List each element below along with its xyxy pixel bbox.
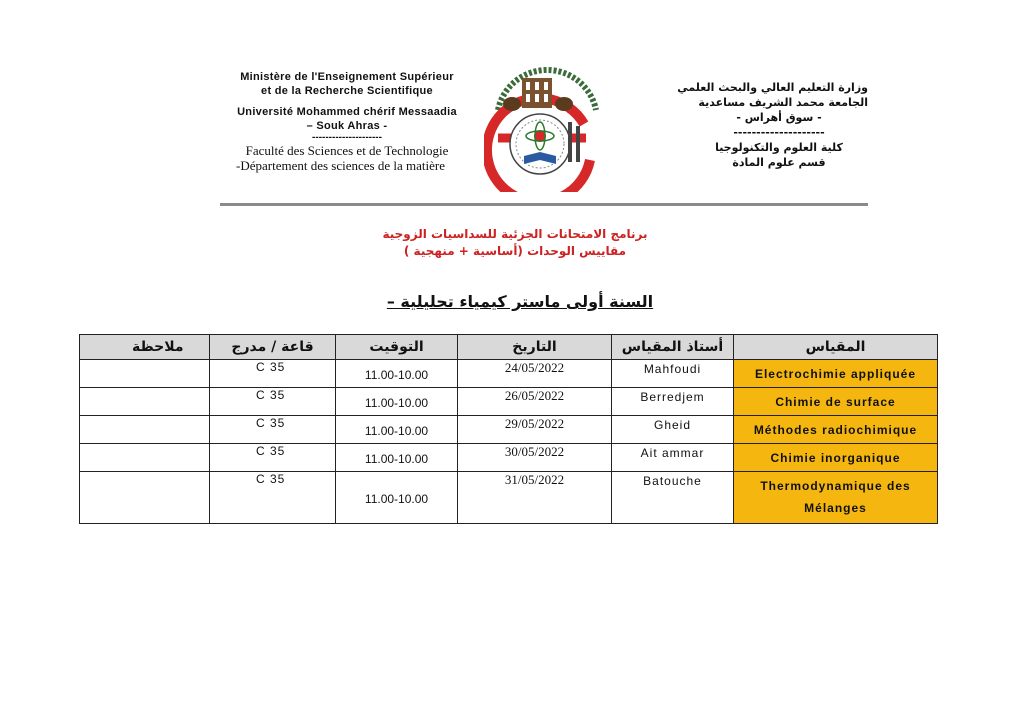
cell-professor: Ait ammar [612,444,734,472]
header-left-separator: --------------------- [312,132,382,143]
cell-date: 26/05/2022 [458,388,612,416]
university-name: Université Mohammed chérif Messaadia [237,106,457,118]
table-row [80,416,938,444]
table-row [80,388,938,416]
cell-remark [80,360,210,388]
cell-remark [80,444,210,472]
cell-professor: Mahfoudi [612,360,734,388]
cell-room: C 35 [210,472,336,524]
cell-time: 11.00-10.00 [336,388,458,416]
table-row [80,360,938,388]
cell-remark [80,416,210,444]
table-row [80,472,938,524]
header-right-separator: -------------------- [733,126,825,139]
cell-professor: Gheid [612,416,734,444]
ministry-arabic: وزارة التعليم العالي والبحث العلمي [677,81,868,94]
cell-room: C 35 [210,388,336,416]
cell-room: C 35 [210,416,336,444]
department-name: -Département des sciences de la matière [236,158,445,173]
header-left [222,70,472,173]
header-time: التوقيت [336,335,458,360]
table-header-row [80,335,938,360]
header-professor: أستاذ المقياس [612,335,734,360]
cell-date: 30/05/2022 [458,444,612,472]
faculty-arabic: كلية العلوم والتكنولوجيا [715,141,843,154]
level-title: السنة أولى ماستر كيمياء تحليلية – [386,292,654,311]
table-row [80,444,938,472]
cell-remark [80,472,210,524]
cell-date: 31/05/2022 [458,472,612,524]
cell-date: 29/05/2022 [458,416,612,444]
department-arabic: قسم علوم المادة [732,156,826,169]
cell-time: 11.00-10.00 [336,360,458,388]
university-city: – Souk Ahras - [306,120,388,132]
cell-module: Thermodynamique des Mélanges [734,472,938,524]
cell-room: C 35 [210,360,336,388]
university-arabic: الجامعة محمد الشريف مساعدية [698,96,868,109]
cell-date: 24/05/2022 [458,360,612,388]
university-logo-icon [484,52,610,192]
university-logo [484,52,610,192]
header-room: قاعة / مدرج [210,335,336,360]
cell-module: Méthodes radiochimique [734,416,938,444]
header-module: المقياس [734,335,938,360]
ministry-line-2: et de la Recherche Scientifique [261,85,433,97]
cell-professor: Berredjem [612,388,734,416]
program-line-1: برنامج الامتحانات الجزئية للسداسيات الزوجية [382,227,648,241]
program-line-2: مقاييس الوحدات (أساسية + منهجية ) [403,244,627,258]
cell-time: 11.00-10.00 [336,444,458,472]
program-title [330,226,700,260]
cell-module: Chimie de surface [734,388,938,416]
header-date: التاريخ [458,335,612,360]
cell-time: 11.00-10.00 [336,416,458,444]
ministry-line-1: Ministère de l'Enseignement Supérieur [240,71,454,83]
cell-module: Electrochimie appliquée [734,360,938,388]
cell-room: C 35 [210,444,336,472]
faculty-name: Faculté des Sciences et de Technologie [245,143,449,158]
cell-module: Chimie inorganique [734,444,938,472]
header-right [650,80,868,170]
city-arabic: - سوق أهراس - [736,111,822,124]
header-remark: ملاحظة [80,335,210,360]
exam-schedule-table [79,334,938,524]
cell-time: 11.00-10.00 [336,472,458,524]
cell-professor: Batouche [612,472,734,524]
header-divider [220,203,868,206]
cell-remark [80,388,210,416]
